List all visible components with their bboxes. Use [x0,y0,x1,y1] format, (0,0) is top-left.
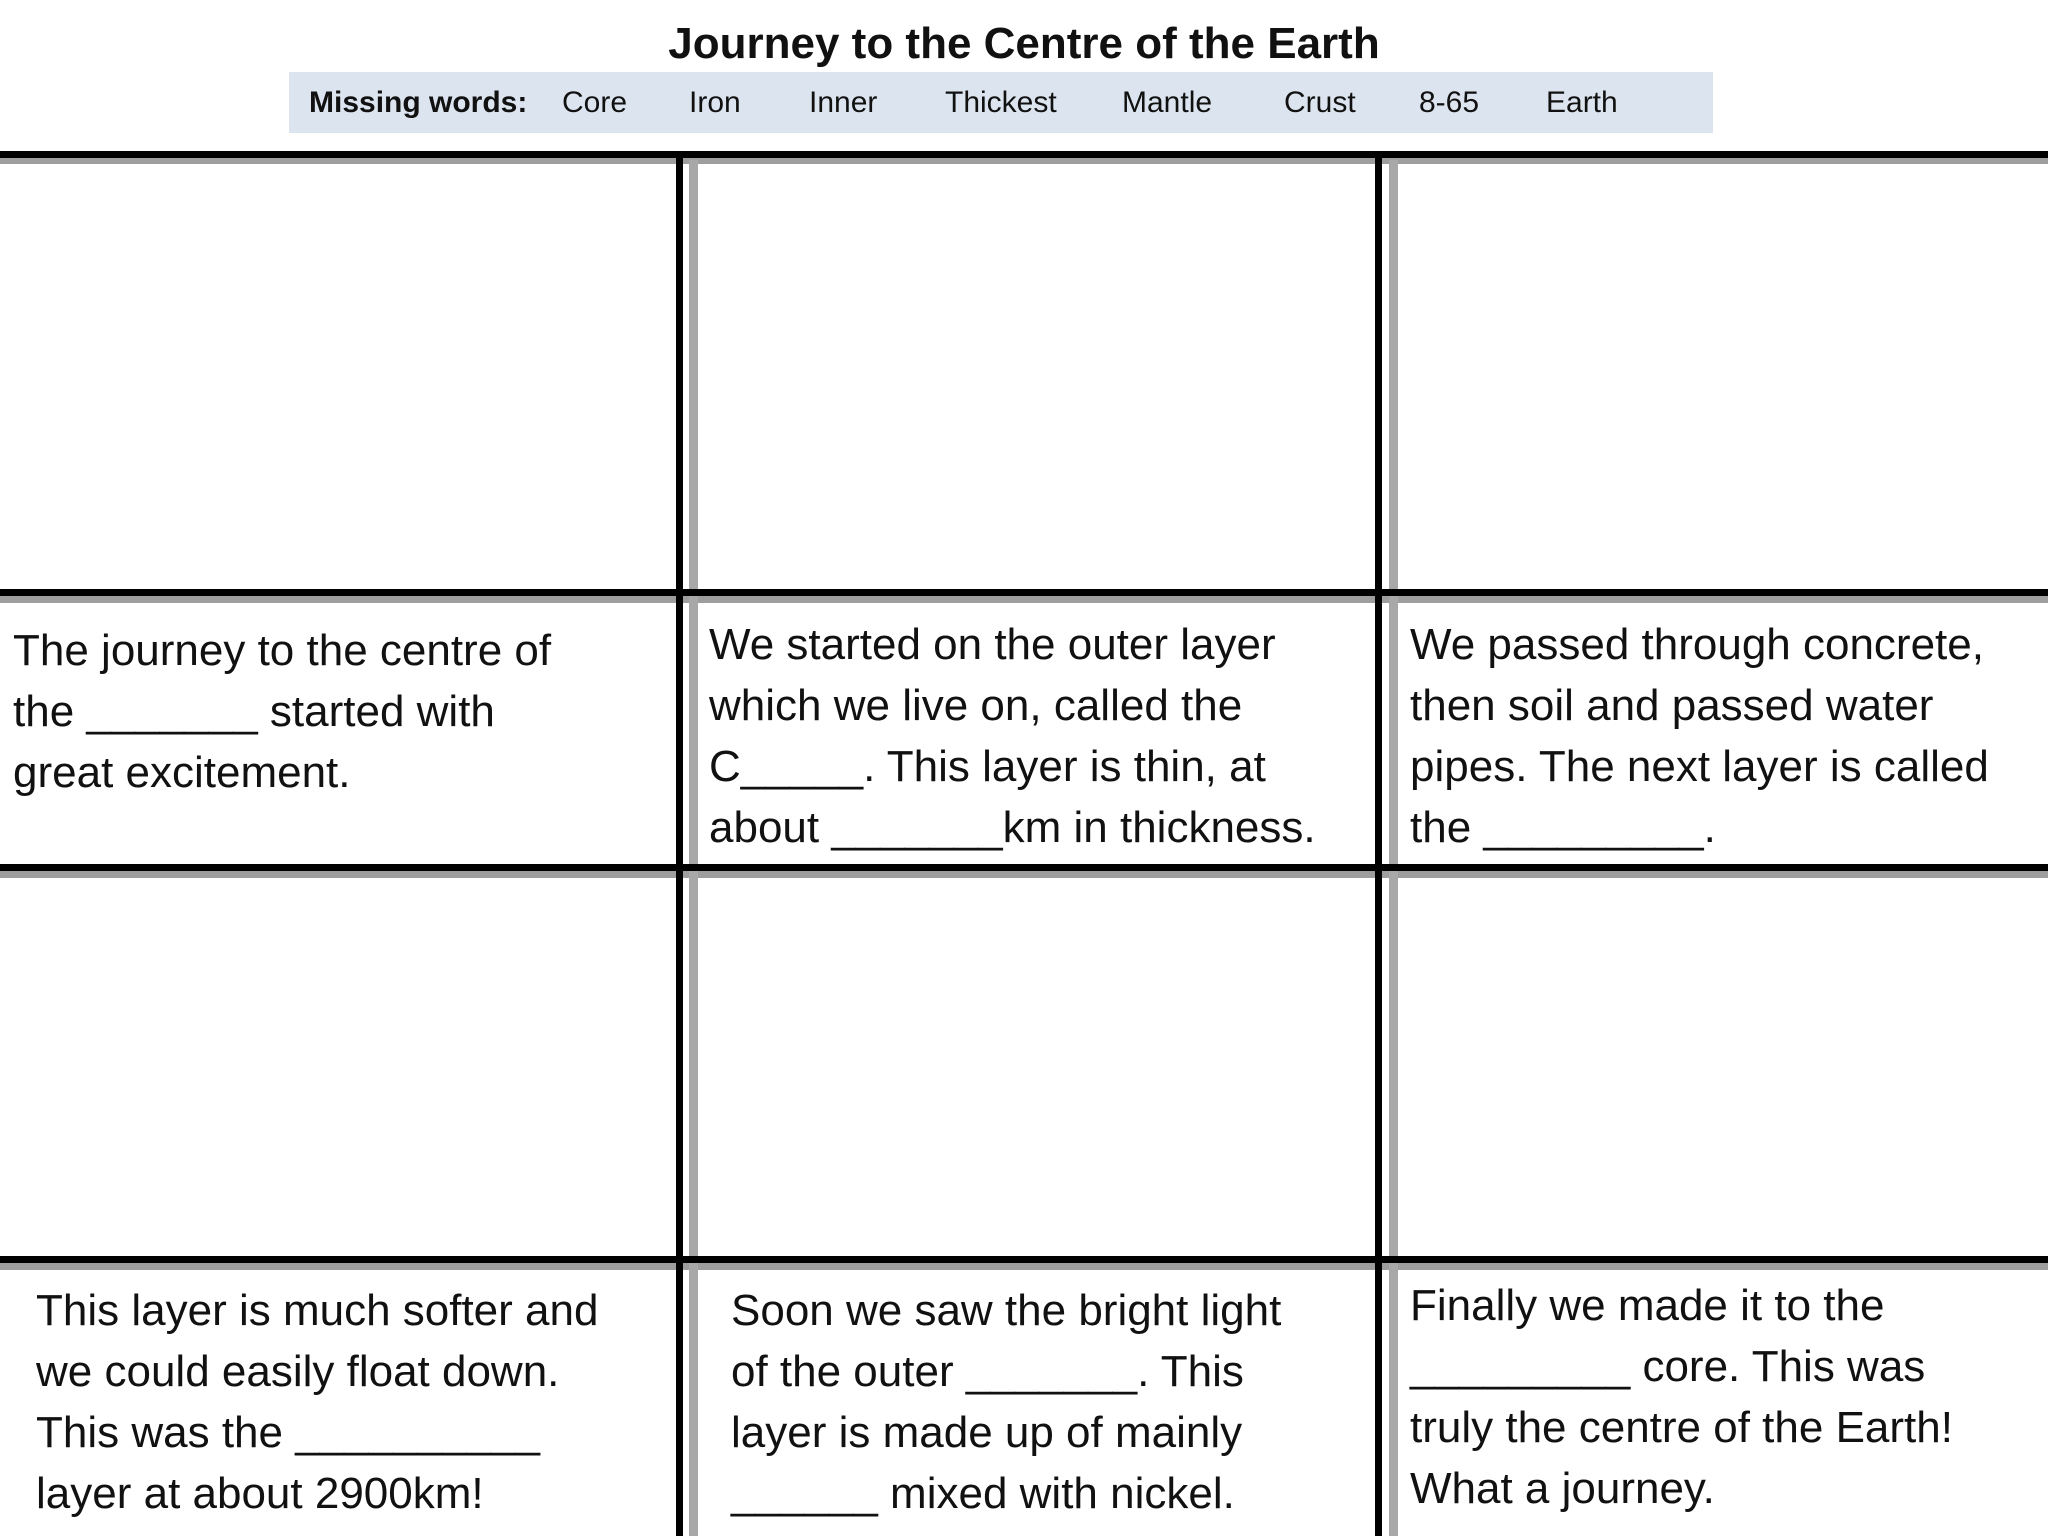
missing-word: Core [562,86,628,119]
missing-words-label: Missing words: [309,86,528,119]
story-caption-2: We started on the outer layer which we live on, called the C_____. This layer is thin, at about _______km in thickness. [709,620,1316,852]
grid-line-shadow [0,1263,2048,1270]
story-caption-1: The journey to the centre of the _______ started with great excitement. [13,626,552,797]
grid-line-vertical [676,155,683,1536]
grid-line-horizontal [0,1256,2048,1263]
story-caption-5: Soon we saw the bright light of the outer _______. This layer is made up of mainly ______ mixed with nickel. [731,1286,1282,1518]
story-caption-4: This layer is much softer and we could easily float down. This was the __________ layer at about 2900km! [36,1286,599,1518]
missing-words-bar [289,72,1713,133]
missing-word: Thickest [945,86,1057,119]
missing-word: Mantle [1122,86,1213,119]
grid-line-shadow [0,157,2048,164]
page-title: Journey to the Centre of the Earth [668,19,1380,68]
grid-line-horizontal [0,589,2048,596]
story-caption-3: We passed through concrete, then soil and passed water pipes. The next layer is called the _________. [1410,620,1989,852]
story-caption-6: Finally we made it to the _________ core. This was truly the centre of the Earth! What a journey. [1410,1281,1953,1513]
grid-line-vertical [1375,155,1382,1536]
grid-line-horizontal [0,151,2048,158]
grid-line-shadow [1389,160,1398,1536]
missing-word: Iron [689,86,741,119]
missing-word: Crust [1284,86,1356,119]
grid-line-horizontal [0,864,2048,871]
missing-word: Earth [1546,86,1618,119]
grid-line-shadow [0,871,2048,878]
missing-word: 8-65 [1419,86,1480,119]
grid-line-shadow [689,160,698,1536]
grid-line-shadow [0,596,2048,603]
missing-word: Inner [809,86,878,119]
